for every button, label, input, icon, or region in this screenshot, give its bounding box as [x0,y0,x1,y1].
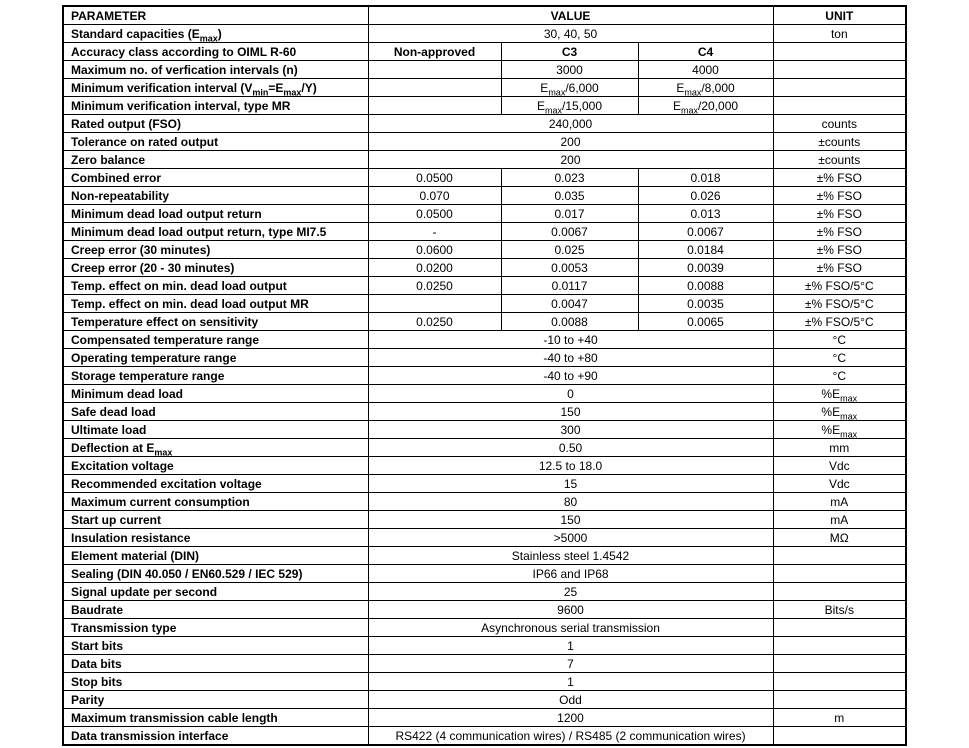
spec-sheet [62,5,907,746]
table-row [63,727,906,746]
table-header-row [63,6,906,25]
unit-cell [773,637,906,655]
param-cell: Minimum verification interval $(V_{min}=E_{max}/Y)$ [63,79,368,97]
table-row [63,619,906,637]
table-row [63,673,906,691]
table-row [63,43,906,61]
value-cell: 30, 40, 50 [368,25,773,43]
value-cell: 0.017 [501,205,638,223]
value-cell: Odd [368,691,773,709]
table-row [63,583,906,601]
value-cell: $E_{max}/15,000$ [501,97,638,115]
value-cell: 0.025 [501,241,638,259]
table-row [63,637,906,655]
value-cell: Stainless steel 1.4542 [368,547,773,565]
table-row [63,115,906,133]
table-row [63,61,906,79]
param-cell: Transmission type [63,619,368,637]
unit-cell: $\%E_{max}$ [773,421,906,439]
value-cell: C3 [501,43,638,61]
value-cell: 80 [368,493,773,511]
value-cell: 12.5 to 18.0 [368,457,773,475]
value-cell: 240,000 [368,115,773,133]
unit-cell: ±counts [773,151,906,169]
value-cell: -40 to +90 [368,367,773,385]
unit-cell: °C [773,331,906,349]
param-cell: Temp. effect on min. dead load output [63,277,368,295]
table-row [63,79,906,97]
unit-cell: mm [773,439,906,457]
param-cell: Creep error (20 - 30 minutes) [63,259,368,277]
param-cell: Safe dead load [63,403,368,421]
value-cell: Asynchronous serial transmission [368,619,773,637]
value-cell: 0.035 [501,187,638,205]
header-parameter: PARAMETER [63,6,368,25]
unit-cell: mA [773,511,906,529]
value-cell: IP66 and IP68 [368,565,773,583]
param-cell: Minimum dead load output return, type MI7.5 [63,223,368,241]
value-cell: 4000 [638,61,773,79]
value-cell: >5000 [368,529,773,547]
unit-cell [773,547,906,565]
table-row [63,241,906,259]
value-cell: 0.026 [638,187,773,205]
table-row [63,691,906,709]
table-row [63,277,906,295]
param-cell: Minimum verification interval, type MR [63,97,368,115]
param-cell: Element material (DIN) [63,547,368,565]
value-cell: 150 [368,511,773,529]
table-row [63,457,906,475]
param-cell: Recommended excitation voltage [63,475,368,493]
table-row [63,133,906,151]
value-cell: 0.0039 [638,259,773,277]
param-cell: Temperature effect on sensitivity [63,313,368,331]
value-cell: 3000 [501,61,638,79]
unit-cell: Vdc [773,475,906,493]
param-cell: Excitation voltage [63,457,368,475]
table-row [63,97,906,115]
value-cell: 0.0035 [638,295,773,313]
value-cell: 25 [368,583,773,601]
param-cell: Non-repeatability [63,187,368,205]
header-unit: UNIT [773,6,906,25]
value-cell: 200 [368,133,773,151]
param-cell: Minimum dead load output return [63,205,368,223]
value-cell: 0.0117 [501,277,638,295]
table-row [63,331,906,349]
table-row [63,259,906,277]
value-cell: 300 [368,421,773,439]
value-cell: 0.0250 [368,277,501,295]
param-cell: Storage temperature range [63,367,368,385]
param-cell: Combined error [63,169,368,187]
unit-cell [773,673,906,691]
unit-cell [773,691,906,709]
param-cell: Minimum dead load [63,385,368,403]
unit-cell: m [773,709,906,727]
unit-cell: °C [773,349,906,367]
unit-cell: counts [773,115,906,133]
table-row [63,511,906,529]
unit-cell: Bits/s [773,601,906,619]
value-cell: 0.013 [638,205,773,223]
unit-cell [773,61,906,79]
param-cell: Maximum transmission cable length [63,709,368,727]
param-cell: Temp. effect on min. dead load output MR [63,295,368,313]
param-cell: Sealing (DIN 40.050 / EN60.529 / IEC 529) [63,565,368,583]
unit-cell: mA [773,493,906,511]
unit-cell: ton [773,25,906,43]
table-row [63,439,906,457]
value-cell: 0.0500 [368,169,501,187]
table-row [63,475,906,493]
value-cell [368,61,501,79]
table-row [63,385,906,403]
value-cell: -40 to +80 [368,349,773,367]
param-cell: Start up current [63,511,368,529]
unit-cell: ±% FSO/5°C [773,295,906,313]
unit-cell: ±% FSO [773,205,906,223]
value-cell: 1 [368,637,773,655]
table-row [63,601,906,619]
unit-cell [773,583,906,601]
value-cell: $E_{max}/20,000$ [638,97,773,115]
param-cell: Tolerance on rated output [63,133,368,151]
table-row [63,187,906,205]
table-row [63,223,906,241]
param-cell: Maximum no. of verfication intervals (n) [63,61,368,79]
table-row [63,205,906,223]
param-cell: Insulation resistance [63,529,368,547]
value-cell: 0.0065 [638,313,773,331]
table-row [63,493,906,511]
unit-cell: ±% FSO [773,259,906,277]
table-row [63,655,906,673]
table-row [63,529,906,547]
table-row [63,421,906,439]
param-cell: Operating temperature range [63,349,368,367]
value-cell: 0.0184 [638,241,773,259]
value-cell: RS422 (4 communication wires) / RS485 (2 communication wires) [368,727,773,746]
unit-cell [773,655,906,673]
unit-cell: °C [773,367,906,385]
param-cell: Data transmission interface [63,727,368,746]
param-cell: Zero balance [63,151,368,169]
value-cell: $E_{max}/6,000$ [501,79,638,97]
unit-cell: ±% FSO/5°C [773,277,906,295]
value-cell: 0.50 [368,439,773,457]
unit-cell: MΩ [773,529,906,547]
value-cell: $E_{max}/8,000$ [638,79,773,97]
specification-table [62,5,907,746]
unit-cell: $\%E_{max}$ [773,403,906,421]
unit-cell [773,619,906,637]
table-row [63,403,906,421]
value-cell: 0.070 [368,187,501,205]
value-cell: 1 [368,673,773,691]
unit-cell [773,97,906,115]
unit-cell: ±% FSO [773,187,906,205]
unit-cell [773,565,906,583]
param-cell: Ultimate load [63,421,368,439]
header-value: VALUE [368,6,773,25]
value-cell: -10 to +40 [368,331,773,349]
param-cell: Accuracy class according to OIML R-60 [63,43,368,61]
table-row [63,565,906,583]
value-cell: 1200 [368,709,773,727]
value-cell: 0.0047 [501,295,638,313]
unit-cell: ±% FSO [773,223,906,241]
table-body [63,25,906,746]
unit-cell: $\%E_{max}$ [773,385,906,403]
param-cell: Rated output (FSO) [63,115,368,133]
value-cell: 150 [368,403,773,421]
unit-cell: ±% FSO [773,241,906,259]
param-cell: Standard capacities $(E_{max})$ [63,25,368,43]
value-cell: 200 [368,151,773,169]
param-cell: Deflection at $E_{max}$ [63,439,368,457]
param-cell: Compensated temperature range [63,331,368,349]
value-cell: 0.0088 [638,277,773,295]
unit-cell [773,43,906,61]
value-cell: 0.023 [501,169,638,187]
value-cell: 0.0600 [368,241,501,259]
table-row [63,349,906,367]
value-cell: 0.0250 [368,313,501,331]
value-cell: 9600 [368,601,773,619]
value-cell: 0 [368,385,773,403]
param-cell: Start bits [63,637,368,655]
value-cell: 0.0500 [368,205,501,223]
table-row [63,547,906,565]
value-cell [368,295,501,313]
param-cell: Parity [63,691,368,709]
param-cell: Stop bits [63,673,368,691]
unit-cell: ±% FSO [773,169,906,187]
value-cell: C4 [638,43,773,61]
table-row [63,709,906,727]
value-cell: - [368,223,501,241]
value-cell: 0.0200 [368,259,501,277]
value-cell: 15 [368,475,773,493]
value-cell: 0.0088 [501,313,638,331]
value-cell: Non-approved [368,43,501,61]
table-row [63,169,906,187]
value-cell: 0.018 [638,169,773,187]
param-cell: Creep error (30 minutes) [63,241,368,259]
param-cell: Signal update per second [63,583,368,601]
table-row [63,25,906,43]
unit-cell [773,727,906,746]
unit-cell [773,79,906,97]
value-cell [368,79,501,97]
unit-cell: Vdc [773,457,906,475]
table-row [63,151,906,169]
param-cell: Maximum current consumption [63,493,368,511]
unit-cell: ±counts [773,133,906,151]
value-cell [368,97,501,115]
table-row [63,295,906,313]
table-row [63,367,906,385]
param-cell: Baudrate [63,601,368,619]
table-row [63,313,906,331]
value-cell: 0.0067 [638,223,773,241]
param-cell: Data bits [63,655,368,673]
unit-cell: ±% FSO/5°C [773,313,906,331]
value-cell: 7 [368,655,773,673]
value-cell: 0.0067 [501,223,638,241]
value-cell: 0.0053 [501,259,638,277]
